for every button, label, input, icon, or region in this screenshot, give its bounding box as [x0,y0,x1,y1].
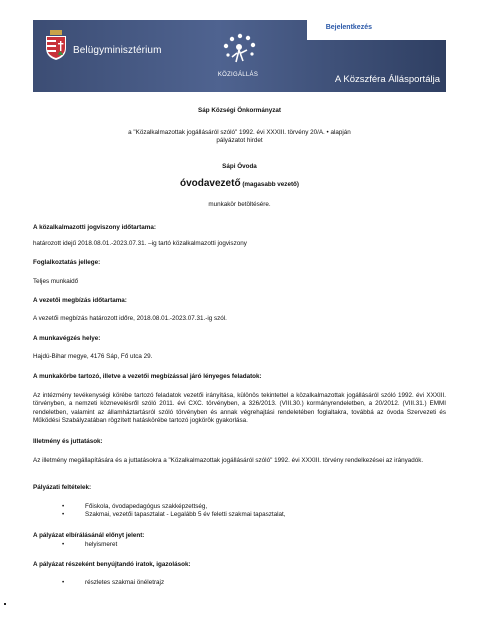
section-heading: Pályázati feltételek: [33,484,92,491]
section-text: Az illetmény megállapítására és a juttatásokra a "Közalkalmazottak jogállásáról szóló" 1992. évi XXXIII. törvény rendelkezései az irányadók. [33,457,424,464]
section-heading: A pályázat részeként benyújtandó iratok, igazolások: [33,561,191,568]
section-heading: A közalkalmazotti jogviszony időtartama: [33,224,156,231]
legal-basis-line2: pályázatot hirdet [216,137,263,145]
coat-of-arms-icon [45,30,67,60]
kozigallas-icon [208,28,268,72]
institution-name: Sápi Óvoda [222,163,257,170]
legal-basis-line1: a "Közalkalmazottak jogállásáról szóló" 1992. évi XXXIII. törvény 20/A. • alapján [128,129,351,136]
kozigallas-label: KÖZIGÁLLÁS [217,72,259,78]
advantages-list [33,541,117,549]
list-item: • helyismeret [73,541,117,549]
section-heading: Illetmény és juttatások: [33,438,103,445]
login-link[interactable]: Bejelentkezés [325,24,372,31]
position-qualifier: (magasabb vezető) [242,181,299,188]
section-heading: A munkavégzés helye: [33,335,101,342]
position-name: óvodavezető [179,178,241,189]
employer-name: Sáp Községi Önkormányzat [198,107,281,114]
section-heading: A munkakörbe tartozó, illetve a vezetői megbízással járó lényeges feladatok: [33,373,262,380]
section-text: Az intézmény tevékenységi körébe tartozó feladatok vezetői irányítása, különös tekintettel a közalkalmazottak jogállásáról szóló 1992. évi XXXIII. törvényben, a nemzeti köznevelésről szóló 2011. évi CXC. törvényben, a 326/2013. (VIII.30.) kormányrendeletben, a 20/2012. (VIII.31.) EMMI rendeletben, valamint az államháztartásról szóló törvényben és annak végrehajtási rendeletében foglaltakra, továbbá az óvoda Szervezeti és Működési Szabályzatában rögzített hatáskörébe tartozó jogkörök gyakorlása. [33,392,446,425]
list-item: • Főiskola, óvodapedagógus szakképzettség, [73,503,286,511]
requirements-list [33,503,286,520]
section-text: határozott idejű 2018.08.01.-2023.07.31. –ig tartó közalkalmazotti jogviszony [33,240,247,247]
portal-title: A Közszféra Állásportálja [334,74,440,85]
section-text: A vezetői megbízás határozott időre, 2018.08.01.-2023.07.31.-ig szól. [33,315,227,322]
legal-basis [33,129,446,146]
page-marker [4,603,6,605]
kozigallas-logo [208,28,268,88]
section-heading: Foglalkoztatás jellege: [33,259,101,266]
ministry-name: Belügyminisztérium [73,45,162,56]
position-title [33,180,446,189]
section-text: Hajdú-Bihar megye, 4176 Sáp, Fő utca 29. [33,353,153,360]
section-heading: A vezetői megbízás időtartama: [33,297,127,304]
list-item: • részletes szakmai önéletrajz [73,579,164,587]
login-area [307,20,446,40]
list-item: • Szakmai, vezetői tapasztalat - Legalább 5 év feletti szakmai tapasztalat, [73,511,286,519]
position-fill-text: munkakör betöltésére. [208,201,271,208]
section-heading: A pályázat elbírálásánál előnyt jelent: [33,532,145,539]
documents-list [33,579,164,587]
section-text: Teljes munkaidő [33,278,79,285]
